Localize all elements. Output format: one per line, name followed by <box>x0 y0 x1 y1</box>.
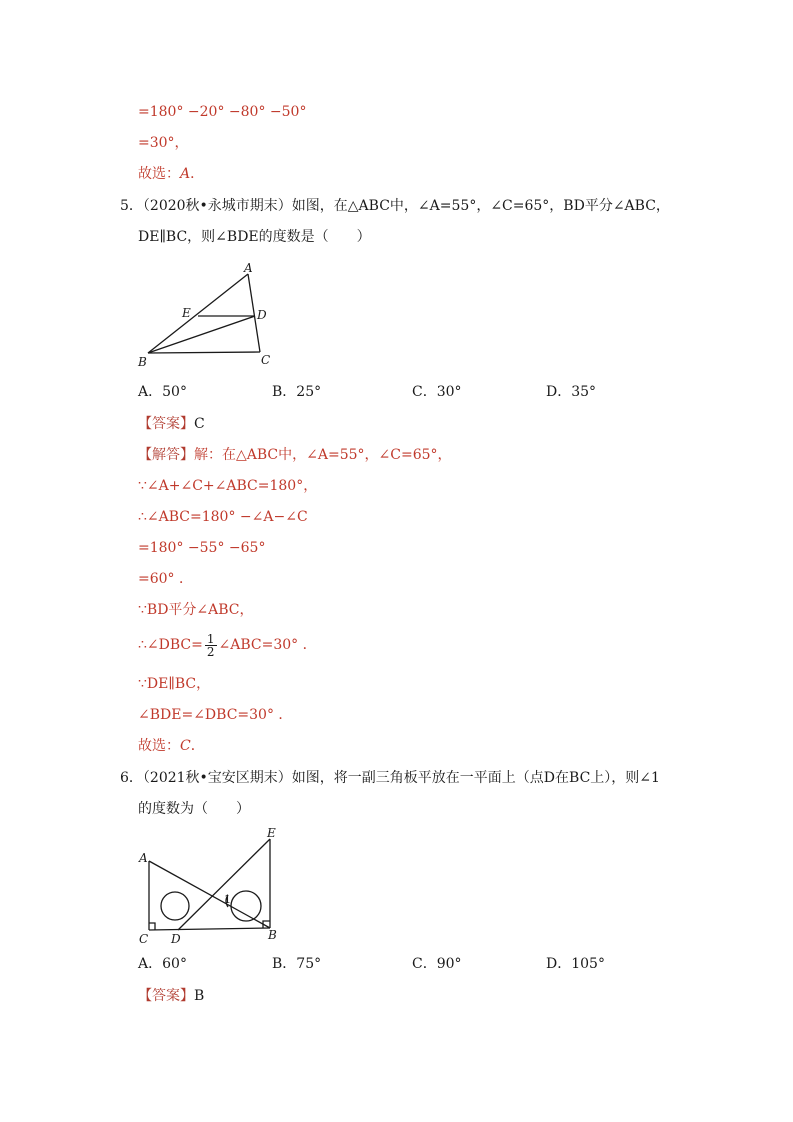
q6-label-e: E <box>267 826 276 840</box>
q5-side-ab <box>148 274 248 353</box>
q5-solution-line-2: ∵∠A+∠C+∠ABC=180°， <box>138 478 318 494</box>
q5-solution-line-6: ∵BD平分∠ABC， <box>138 602 254 618</box>
q5-option-c: C．30° <box>412 384 462 400</box>
calc-line-2: =30°， <box>138 135 189 151</box>
q5-solution-label: 【解答】 <box>138 447 194 463</box>
q6-label-a: A <box>139 851 148 865</box>
choose-prefix: 故选： <box>138 166 180 182</box>
half-fraction: $\frac{1}{2}$ <box>206 631 215 659</box>
q5-answer <box>138 415 205 433</box>
q6-answer-value: B <box>194 988 205 1004</box>
q6-triangle2-hole <box>231 891 261 921</box>
q6-base-cb <box>149 928 270 930</box>
q5-label-a: A <box>244 261 253 275</box>
q5-solution-line-8: ∵DE∥BC， <box>138 676 211 692</box>
q5-final-choose: 故选：C． <box>138 738 205 754</box>
q5-stem-line-1: 5．（2020秋•永城市期末）如图，在△ABC中，∠A=55°，∠C=65°，BD平分∠ABC， <box>120 198 670 214</box>
q5-answer-label: 【答案】 <box>138 416 194 432</box>
q5-answer-value: C <box>194 416 205 432</box>
q6-figure <box>138 825 288 945</box>
q6-label-d: D <box>171 932 181 946</box>
q5-label-e: E <box>182 306 191 320</box>
q5-option-d: D．35° <box>546 384 597 400</box>
q5-stem-line-2: DE∥BC，则∠BDE的度数是（ ） <box>138 229 371 245</box>
q5-solution-line-1: 【解答】解：在△ABC中，∠A=55°，∠C=65°， <box>138 447 452 463</box>
q6-label-b: B <box>268 928 277 942</box>
q5-solution-line-4: =180° −55° −65° <box>138 540 266 556</box>
q5-solution-line-3: ∴∠ABC=180° −∠A−∠C <box>138 509 308 525</box>
calc-line-1: =180° −20° −80° −50° <box>138 104 307 120</box>
q5-solution-line-9: ∠BDE=∠DBC=30° ． <box>138 707 293 723</box>
q6-right-angle-c <box>149 923 155 930</box>
q5-option-b: B．25° <box>272 384 322 400</box>
q5-label-b: B <box>138 355 147 369</box>
q5-segment-bd <box>148 316 255 353</box>
q6-label-one: 1 <box>224 893 231 906</box>
q6-label-c: C <box>139 932 149 946</box>
choose-line <box>138 165 204 183</box>
q5-option-a: A．50° <box>138 384 187 400</box>
choose-answer: A <box>180 166 191 182</box>
q5-label-d: D <box>257 308 267 322</box>
q6-stem-line-1: 6．（2021秋•宝安区期末）如图，将一副三角板平放在一平面上（点D在BC上），则∠1 <box>120 770 660 786</box>
q5-side-bc <box>148 352 260 353</box>
q6-option-d: D．105° <box>546 956 605 972</box>
q6-stem-line-2: 的度数为（ ） <box>138 801 250 817</box>
q6-answer <box>138 987 204 1005</box>
choose-suffix: ． <box>190 166 205 182</box>
q5-solution-line-5: =60° ． <box>138 571 193 587</box>
q6-triangle1-hole <box>161 892 189 920</box>
q5-solution-fraction-line: ∴∠DBC= $\frac{1}{2}$ ∠ABC=30° ． <box>138 631 317 659</box>
q5-label-c: C <box>261 353 271 367</box>
q6-option-c: C．90° <box>412 956 462 972</box>
q6-option-a: A．60° <box>138 956 187 972</box>
q5-figure <box>138 258 278 368</box>
q6-option-b: B．75° <box>272 956 322 972</box>
q6-answer-label: 【答案】 <box>138 988 194 1004</box>
